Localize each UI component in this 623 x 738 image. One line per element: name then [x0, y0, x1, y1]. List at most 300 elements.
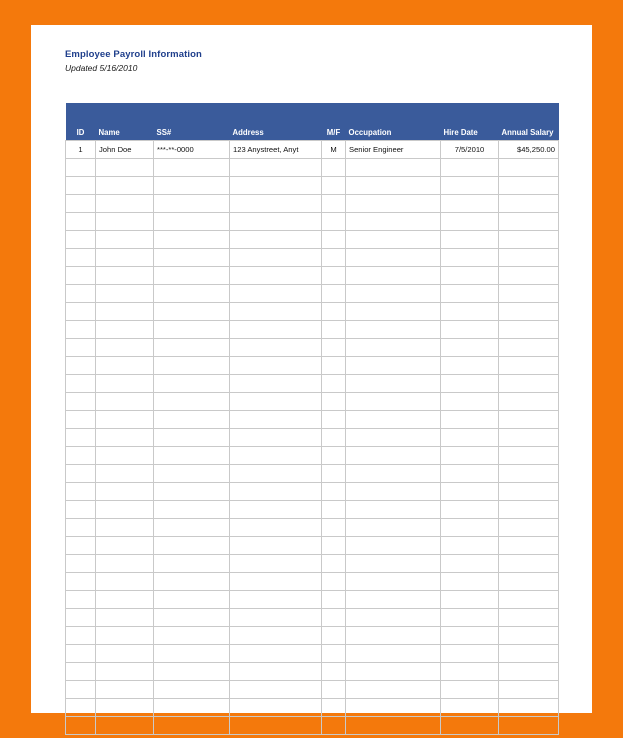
table-row[interactable]: [66, 267, 559, 285]
cell-salary[interactable]: [499, 357, 559, 375]
table-row[interactable]: [66, 213, 559, 231]
cell-occupation[interactable]: [346, 321, 441, 339]
cell-ssn[interactable]: [154, 213, 230, 231]
cell-salary[interactable]: [499, 537, 559, 555]
cell-name[interactable]: [96, 663, 154, 681]
cell-address[interactable]: [230, 645, 322, 663]
table-row[interactable]: [66, 429, 559, 447]
cell-salary[interactable]: [499, 501, 559, 519]
cell-occupation[interactable]: [346, 393, 441, 411]
cell-address[interactable]: [230, 555, 322, 573]
cell-occupation[interactable]: [346, 411, 441, 429]
cell-salary[interactable]: [499, 645, 559, 663]
cell-occupation[interactable]: [346, 465, 441, 483]
cell-id[interactable]: [66, 699, 96, 717]
cell-mf[interactable]: [322, 555, 346, 573]
cell-salary[interactable]: [499, 609, 559, 627]
cell-name[interactable]: [96, 375, 154, 393]
cell-ssn[interactable]: [154, 321, 230, 339]
cell-id[interactable]: [66, 213, 96, 231]
cell-address[interactable]: [230, 357, 322, 375]
cell-mf[interactable]: [322, 465, 346, 483]
cell-address[interactable]: [230, 591, 322, 609]
cell-id[interactable]: [66, 303, 96, 321]
cell-ssn[interactable]: [154, 501, 230, 519]
cell-occupation[interactable]: [346, 303, 441, 321]
cell-address[interactable]: [230, 285, 322, 303]
cell-name[interactable]: [96, 447, 154, 465]
cell-ssn[interactable]: [154, 699, 230, 717]
cell-occupation[interactable]: [346, 483, 441, 501]
cell-hire-date[interactable]: [441, 573, 499, 591]
cell-hire-date[interactable]: [441, 195, 499, 213]
cell-occupation[interactable]: [346, 249, 441, 267]
cell-name[interactable]: [96, 195, 154, 213]
cell-occupation[interactable]: [346, 717, 441, 735]
cell-id[interactable]: [66, 195, 96, 213]
cell-salary[interactable]: [499, 321, 559, 339]
cell-mf[interactable]: [322, 303, 346, 321]
cell-name[interactable]: [96, 573, 154, 591]
table-row[interactable]: [66, 537, 559, 555]
cell-salary[interactable]: [499, 267, 559, 285]
cell-id[interactable]: [66, 537, 96, 555]
cell-id[interactable]: [66, 411, 96, 429]
cell-hire-date[interactable]: [441, 231, 499, 249]
cell-hire-date[interactable]: [441, 465, 499, 483]
cell-mf[interactable]: [322, 339, 346, 357]
cell-address[interactable]: [230, 609, 322, 627]
cell-name[interactable]: [96, 393, 154, 411]
cell-id[interactable]: [66, 375, 96, 393]
cell-name[interactable]: [96, 249, 154, 267]
cell-address[interactable]: [230, 213, 322, 231]
table-row[interactable]: [66, 195, 559, 213]
cell-id[interactable]: [66, 249, 96, 267]
cell-address[interactable]: [230, 375, 322, 393]
table-row[interactable]: [66, 483, 559, 501]
table-row[interactable]: [66, 717, 559, 735]
table-row[interactable]: [66, 501, 559, 519]
cell-occupation[interactable]: [346, 645, 441, 663]
cell-salary[interactable]: [499, 699, 559, 717]
cell-occupation[interactable]: [346, 501, 441, 519]
cell-name[interactable]: [96, 555, 154, 573]
cell-hire-date[interactable]: [441, 645, 499, 663]
cell-name[interactable]: [96, 159, 154, 177]
table-row[interactable]: [66, 573, 559, 591]
cell-salary[interactable]: [499, 159, 559, 177]
cell-address[interactable]: [230, 681, 322, 699]
cell-id[interactable]: [66, 483, 96, 501]
cell-address[interactable]: [230, 429, 322, 447]
cell-ssn[interactable]: [154, 591, 230, 609]
cell-id[interactable]: [66, 267, 96, 285]
cell-ssn[interactable]: [154, 231, 230, 249]
cell-salary[interactable]: [499, 249, 559, 267]
cell-name[interactable]: [96, 321, 154, 339]
cell-name[interactable]: [96, 285, 154, 303]
cell-address[interactable]: [230, 717, 322, 735]
cell-mf[interactable]: [322, 285, 346, 303]
cell-address[interactable]: [230, 537, 322, 555]
table-row[interactable]: [66, 303, 559, 321]
cell-occupation[interactable]: [346, 159, 441, 177]
table-row[interactable]: [66, 141, 559, 159]
cell-mf[interactable]: [322, 717, 346, 735]
cell-mf[interactable]: [322, 681, 346, 699]
cell-name[interactable]: John Doe: [96, 141, 154, 159]
cell-mf[interactable]: [322, 645, 346, 663]
cell-id[interactable]: [66, 663, 96, 681]
cell-id[interactable]: [66, 321, 96, 339]
cell-ssn[interactable]: [154, 627, 230, 645]
cell-address[interactable]: [230, 663, 322, 681]
cell-mf[interactable]: [322, 249, 346, 267]
cell-mf[interactable]: [322, 267, 346, 285]
table-row[interactable]: [66, 555, 559, 573]
cell-ssn[interactable]: [154, 177, 230, 195]
cell-ssn[interactable]: [154, 303, 230, 321]
cell-hire-date[interactable]: [441, 663, 499, 681]
table-row[interactable]: [66, 627, 559, 645]
cell-occupation[interactable]: [346, 339, 441, 357]
cell-hire-date[interactable]: [441, 357, 499, 375]
cell-salary[interactable]: [499, 429, 559, 447]
cell-ssn[interactable]: [154, 393, 230, 411]
cell-hire-date[interactable]: [441, 213, 499, 231]
cell-occupation[interactable]: [346, 267, 441, 285]
cell-ssn[interactable]: [154, 357, 230, 375]
cell-occupation[interactable]: [346, 573, 441, 591]
cell-address[interactable]: [230, 303, 322, 321]
cell-occupation[interactable]: [346, 195, 441, 213]
cell-name[interactable]: [96, 429, 154, 447]
cell-ssn[interactable]: [154, 717, 230, 735]
cell-mf[interactable]: [322, 447, 346, 465]
cell-ssn[interactable]: [154, 159, 230, 177]
cell-salary[interactable]: [499, 375, 559, 393]
cell-hire-date[interactable]: 7/5/2010: [441, 141, 499, 159]
cell-id[interactable]: [66, 609, 96, 627]
cell-id[interactable]: [66, 465, 96, 483]
cell-ssn[interactable]: [154, 645, 230, 663]
cell-mf[interactable]: [322, 627, 346, 645]
cell-ssn[interactable]: [154, 249, 230, 267]
cell-name[interactable]: [96, 501, 154, 519]
cell-mf[interactable]: [322, 501, 346, 519]
table-row[interactable]: [66, 645, 559, 663]
cell-id[interactable]: [66, 177, 96, 195]
cell-id[interactable]: [66, 393, 96, 411]
cell-id[interactable]: [66, 645, 96, 663]
cell-address[interactable]: [230, 627, 322, 645]
cell-salary[interactable]: [499, 519, 559, 537]
cell-id[interactable]: [66, 339, 96, 357]
cell-occupation[interactable]: [346, 591, 441, 609]
cell-ssn[interactable]: [154, 411, 230, 429]
cell-occupation[interactable]: [346, 357, 441, 375]
cell-occupation[interactable]: [346, 429, 441, 447]
cell-ssn[interactable]: [154, 429, 230, 447]
cell-address[interactable]: [230, 159, 322, 177]
cell-id[interactable]: [66, 627, 96, 645]
cell-hire-date[interactable]: [441, 393, 499, 411]
cell-id[interactable]: [66, 573, 96, 591]
cell-hire-date[interactable]: [441, 609, 499, 627]
cell-salary[interactable]: [499, 447, 559, 465]
cell-ssn[interactable]: [154, 285, 230, 303]
table-row[interactable]: [66, 609, 559, 627]
cell-id[interactable]: [66, 501, 96, 519]
cell-id[interactable]: [66, 159, 96, 177]
cell-hire-date[interactable]: [441, 321, 499, 339]
cell-mf[interactable]: [322, 375, 346, 393]
cell-address[interactable]: [230, 177, 322, 195]
cell-hire-date[interactable]: [441, 249, 499, 267]
cell-occupation[interactable]: [346, 375, 441, 393]
cell-ssn[interactable]: [154, 663, 230, 681]
cell-address[interactable]: [230, 321, 322, 339]
cell-id[interactable]: [66, 717, 96, 735]
cell-salary[interactable]: [499, 339, 559, 357]
cell-salary[interactable]: [499, 663, 559, 681]
cell-mf[interactable]: [322, 321, 346, 339]
cell-ssn[interactable]: [154, 519, 230, 537]
cell-address[interactable]: 123 Anystreet, Anyt: [230, 141, 322, 159]
cell-hire-date[interactable]: [441, 519, 499, 537]
cell-id[interactable]: 1: [66, 141, 96, 159]
cell-salary[interactable]: [499, 627, 559, 645]
cell-mf[interactable]: [322, 231, 346, 249]
cell-address[interactable]: [230, 519, 322, 537]
cell-occupation[interactable]: [346, 663, 441, 681]
cell-occupation[interactable]: [346, 609, 441, 627]
cell-id[interactable]: [66, 231, 96, 249]
cell-name[interactable]: [96, 339, 154, 357]
cell-mf[interactable]: M: [322, 141, 346, 159]
cell-ssn[interactable]: [154, 609, 230, 627]
cell-occupation[interactable]: [346, 519, 441, 537]
table-row[interactable]: [66, 699, 559, 717]
table-row[interactable]: [66, 393, 559, 411]
cell-salary[interactable]: [499, 195, 559, 213]
cell-hire-date[interactable]: [441, 303, 499, 321]
cell-hire-date[interactable]: [441, 717, 499, 735]
cell-address[interactable]: [230, 231, 322, 249]
cell-occupation[interactable]: [346, 447, 441, 465]
cell-hire-date[interactable]: [441, 483, 499, 501]
table-row[interactable]: [66, 375, 559, 393]
cell-name[interactable]: [96, 699, 154, 717]
cell-salary[interactable]: [499, 303, 559, 321]
cell-ssn[interactable]: [154, 483, 230, 501]
cell-hire-date[interactable]: [441, 411, 499, 429]
cell-salary[interactable]: [499, 483, 559, 501]
cell-hire-date[interactable]: [441, 555, 499, 573]
cell-salary[interactable]: [499, 681, 559, 699]
cell-ssn[interactable]: [154, 537, 230, 555]
cell-mf[interactable]: [322, 177, 346, 195]
cell-hire-date[interactable]: [441, 375, 499, 393]
cell-name[interactable]: [96, 645, 154, 663]
cell-name[interactable]: [96, 267, 154, 285]
cell-occupation[interactable]: [346, 681, 441, 699]
cell-salary[interactable]: [499, 177, 559, 195]
cell-hire-date[interactable]: [441, 447, 499, 465]
cell-salary[interactable]: [499, 591, 559, 609]
table-row[interactable]: [66, 357, 559, 375]
cell-address[interactable]: [230, 573, 322, 591]
cell-mf[interactable]: [322, 357, 346, 375]
table-row[interactable]: [66, 447, 559, 465]
cell-name[interactable]: [96, 483, 154, 501]
cell-address[interactable]: [230, 249, 322, 267]
cell-address[interactable]: [230, 447, 322, 465]
cell-hire-date[interactable]: [441, 285, 499, 303]
cell-hire-date[interactable]: [441, 177, 499, 195]
cell-mf[interactable]: [322, 195, 346, 213]
cell-occupation[interactable]: [346, 285, 441, 303]
cell-hire-date[interactable]: [441, 267, 499, 285]
cell-occupation[interactable]: [346, 231, 441, 249]
cell-id[interactable]: [66, 555, 96, 573]
cell-salary[interactable]: [499, 411, 559, 429]
cell-address[interactable]: [230, 195, 322, 213]
cell-mf[interactable]: [322, 573, 346, 591]
cell-hire-date[interactable]: [441, 681, 499, 699]
cell-occupation[interactable]: Senior Engineer: [346, 141, 441, 159]
cell-mf[interactable]: [322, 609, 346, 627]
cell-id[interactable]: [66, 429, 96, 447]
cell-mf[interactable]: [322, 213, 346, 231]
table-row[interactable]: [66, 285, 559, 303]
cell-address[interactable]: [230, 339, 322, 357]
cell-ssn[interactable]: [154, 195, 230, 213]
table-row[interactable]: [66, 663, 559, 681]
cell-occupation[interactable]: [346, 555, 441, 573]
cell-mf[interactable]: [322, 591, 346, 609]
cell-id[interactable]: [66, 519, 96, 537]
cell-ssn[interactable]: [154, 465, 230, 483]
table-row[interactable]: [66, 591, 559, 609]
cell-address[interactable]: [230, 411, 322, 429]
cell-salary[interactable]: [499, 555, 559, 573]
cell-salary[interactable]: [499, 573, 559, 591]
cell-name[interactable]: [96, 465, 154, 483]
cell-name[interactable]: [96, 519, 154, 537]
cell-salary[interactable]: [499, 465, 559, 483]
cell-name[interactable]: [96, 411, 154, 429]
cell-hire-date[interactable]: [441, 699, 499, 717]
column-header-address: Address: [232, 127, 264, 137]
cell-ssn[interactable]: [154, 339, 230, 357]
cell-ssn[interactable]: [154, 555, 230, 573]
cell-occupation[interactable]: [346, 213, 441, 231]
table-row[interactable]: [66, 411, 559, 429]
cell-salary[interactable]: [499, 717, 559, 735]
cell-hire-date[interactable]: [441, 159, 499, 177]
cell-salary[interactable]: [499, 393, 559, 411]
cell-name[interactable]: [96, 303, 154, 321]
cell-mf[interactable]: [322, 411, 346, 429]
cell-id[interactable]: [66, 357, 96, 375]
cell-ssn[interactable]: [154, 267, 230, 285]
table-header-row: [66, 103, 559, 141]
cell-salary[interactable]: [499, 213, 559, 231]
cell-name[interactable]: [96, 609, 154, 627]
cell-hire-date[interactable]: [441, 537, 499, 555]
cell-ssn[interactable]: [154, 573, 230, 591]
cell-name[interactable]: [96, 357, 154, 375]
document-page: [31, 25, 592, 713]
cell-salary[interactable]: [499, 231, 559, 249]
cell-occupation[interactable]: [346, 627, 441, 645]
cell-ssn[interactable]: ***-**-0000: [154, 141, 230, 159]
cell-id[interactable]: [66, 681, 96, 699]
table-row[interactable]: [66, 681, 559, 699]
cell-id[interactable]: [66, 591, 96, 609]
table-row[interactable]: [66, 249, 559, 267]
cell-name[interactable]: [96, 681, 154, 699]
cell-ssn[interactable]: [154, 681, 230, 699]
cell-occupation[interactable]: [346, 537, 441, 555]
cell-ssn[interactable]: [154, 447, 230, 465]
cell-hire-date[interactable]: [441, 501, 499, 519]
cell-name[interactable]: [96, 627, 154, 645]
cell-hire-date[interactable]: [441, 339, 499, 357]
cell-mf[interactable]: [322, 663, 346, 681]
cell-address[interactable]: [230, 699, 322, 717]
cell-mf[interactable]: [322, 519, 346, 537]
cell-hire-date[interactable]: [441, 627, 499, 645]
cell-hire-date[interactable]: [441, 429, 499, 447]
cell-address[interactable]: [230, 393, 322, 411]
cell-salary[interactable]: [499, 285, 559, 303]
table-row[interactable]: [66, 177, 559, 195]
cell-salary[interactable]: $45,250.00: [499, 141, 559, 159]
cell-occupation[interactable]: [346, 699, 441, 717]
cell-mf[interactable]: [322, 393, 346, 411]
cell-mf[interactable]: [322, 429, 346, 447]
cell-id[interactable]: [66, 285, 96, 303]
table-row[interactable]: [66, 321, 559, 339]
cell-hire-date[interactable]: [441, 591, 499, 609]
cell-name[interactable]: [96, 591, 154, 609]
table-row[interactable]: [66, 159, 559, 177]
table-row[interactable]: [66, 519, 559, 537]
cell-mf[interactable]: [322, 159, 346, 177]
cell-address[interactable]: [230, 483, 322, 501]
cell-address[interactable]: [230, 465, 322, 483]
cell-name[interactable]: [96, 537, 154, 555]
cell-occupation[interactable]: [346, 177, 441, 195]
cell-address[interactable]: [230, 267, 322, 285]
cell-name[interactable]: [96, 717, 154, 735]
cell-id[interactable]: [66, 447, 96, 465]
table-row[interactable]: [66, 339, 559, 357]
table-row[interactable]: [66, 465, 559, 483]
table-row[interactable]: [66, 231, 559, 249]
cell-mf[interactable]: [322, 537, 346, 555]
cell-name[interactable]: [96, 231, 154, 249]
cell-name[interactable]: [96, 177, 154, 195]
cell-mf[interactable]: [322, 699, 346, 717]
cell-name[interactable]: [96, 213, 154, 231]
cell-ssn[interactable]: [154, 375, 230, 393]
cell-mf[interactable]: [322, 483, 346, 501]
cell-address[interactable]: [230, 501, 322, 519]
